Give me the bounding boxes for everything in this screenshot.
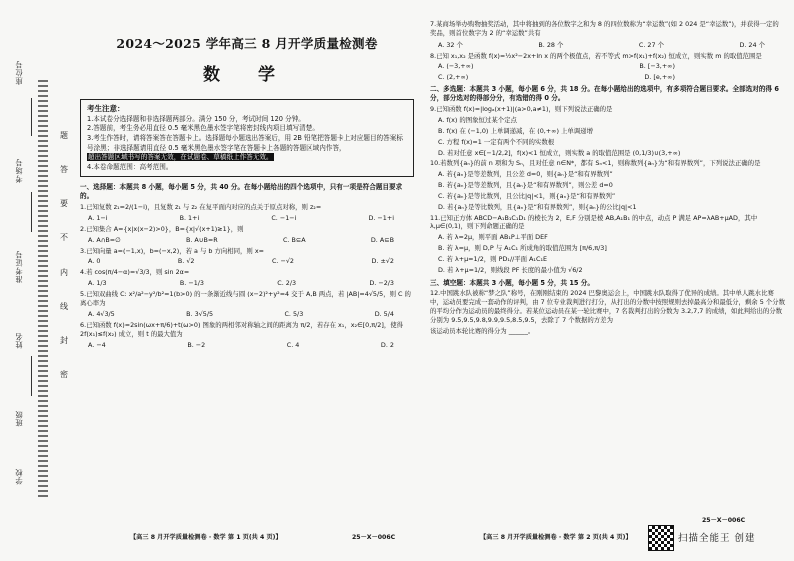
page-2-footer: 【高三 8 月开学质量检测卷 · 数学 第 2 页(共 4 页)】: [480, 534, 632, 541]
seal-ornament: [38, 80, 48, 500]
q3-options: A. 0 B. √2 C. −√2 D. ±√2: [88, 257, 394, 266]
section-3-heading: 三、填空题：本题共 3 小题，每小题 5 分，共 15 分。: [430, 278, 594, 287]
seal-line-words: 题 答 要 不 内 线 封 密: [60, 131, 68, 379]
q2-options: A. A∩B=∅ B. A∪B=R C. B⊆A D. A⊆B: [88, 235, 394, 244]
question-12-tail: 该运动员本轮比赛的得分为 ______。: [430, 326, 535, 335]
question-9: 9.已知函数 f(x)=|logₐ(x+1)|(a>0,a≠1)，则下列说法正确的是: [430, 105, 613, 114]
subject-title: 数 学: [203, 65, 291, 85]
page-1: [80, 18, 414, 352]
page-1-footer: 【高三 8 月开学质量检测卷 · 数学 第 1 页(共 4 页)】: [130, 534, 282, 541]
question-8: 8.已知 x₁,x₂ 是函数 f(x)=½x²−2x+ln x 的两个极值点，若不等式 m>f(x₁)+f(x₂) 恒成立，则实数 m 的取值范围是: [430, 51, 762, 60]
question-5: 5.已知双曲线 C: x²/a²−y²/b²=1(b>0) 的一条渐近线与圆 (x−2)²+y²=4 交于 A,B 两点，若 |AB|=4√5/5，则 C 的离心率为: [80, 290, 411, 308]
notice-box: 考生注意： 1.本试卷分选择题和非选择题两部分。满分 150 分，考试时间 120 分钟。 2.答题前，考生务必用直径 0.5 毫米黑色墨水签字笔将密封线内项目填写清楚。 3.考生作答时，请将答案答在答题卡上。选择题每小题选出答案后，用 2B 铅笔把答题卡上对应题目的答案标号涂黑；非选择题请用直径 0.5 毫米黑色墨水签字笔在答题卡上各题的答题区域内作答， 超出答题区域书写的答案无效，在试题卷、草稿纸上作答无效。 4.本卷命题范围：高考范围。: [80, 99, 414, 177]
class-label: 班级: [14, 410, 23, 427]
q7-options: A. 32 个 B. 28 个 C. 27 个 D. 24 个: [438, 40, 765, 49]
page-2-code: 25－X－006C: [702, 517, 746, 524]
question-7: 7.某商场举办购物抽奖活动，其中将抽到的各位数字之和为 8 的四位数称为“幸运数”(如 2 024 是“幸运数”)，并获得一定的奖品，则首位数字为 2 的“幸运数”共有: [430, 20, 779, 37]
exam-no-label: 考场号: [14, 158, 23, 183]
q1-options: A. 1−i B. 1+i C. −1−i D. −1+i: [88, 213, 394, 222]
question-10: 10.若数列{aₙ}的前 n 项和为 Sₙ，且对任意 n∈N*，都有 Sₙ<1，则称数列{aₙ}为“和有界数列”，下列说法正确的是: [430, 159, 761, 168]
section-1-heading: 一、选择题：本题共 8 小题，每小题 5 分，共 40 分。在每小题给出的四个选项中，只有一项是符合题目要求的。: [80, 183, 403, 201]
question-3: 3.已知向量 a=(−1,x)，b=(−x,2)，若 a 与 b 方向相同，则 x=: [80, 246, 264, 255]
section-2-heading: 二、多选题：本题共 3 小题，每小题 6 分，共 18 分。在每小题给出的选项中，有多项符合题目要求。全部选对的得 6 分，部分选对的得部分分，有选错的得 0 分。: [430, 85, 779, 103]
question-11: 11.已知正方体 ABCD−A₁B₁C₁D₁ 的棱长为 2，E,F 分别是棱 AB,A₁B₁ 的中点，动点 P 满足 AP=λAB+μAD，其中 λ,μ∈(0,1)，则下列命题正确的是: [430, 213, 758, 231]
question-2: 2.已知集合 A={x|x(x−2)>0}，B={x|√(x+1)≥1}，则: [80, 224, 244, 233]
admission-label: 准考证号: [14, 250, 23, 283]
name-label: 姓名: [14, 332, 23, 349]
q8-options-cd: C. (2,+∞) D. [e,+∞): [438, 73, 675, 82]
page-1-code: 25－X－006C: [352, 534, 396, 541]
question-1: 1.已知复数 z₁=2/(1−i)，且复数 z₁ 与 z₂ 在复平面内对应的点关于原点对称，则 z₂=: [80, 202, 322, 211]
page-2: 7.某商场举办购物抽奖活动，其中将抽到的各位数字之和为 8 的四位数称为“幸运数”(如 2 024 是“幸运数”)，并获得一定的奖品，则首位数字为 2 的“幸运数”共有 A. 32 个 B. 28 个 C. 27 个 D. 24 个 8.已知 x₁,x₂ 是函数 f(x)=½x²−2x+ln x 的两个极值点，若不等式 m>f(x₁)+f(x₂) 恒成立，则实数 m 的取值范围是 A. (−3,+∞) B. [−3,+∞) C. (2,+∞) D. [e,+∞) 二、多选题：本题共 3 小题，每小题 6 分，共 18 分。在每小题给出的选项中，有多项符合题目要求。全部选对的得 6 分，部分选对的得部分分，有选错的得 0 分。 9.已知函数 f(x)=|logₐ(x+1)|(a>0,a≠1)，则下列说法正确的是 A. f(x) 的图象恒过某个定点 B. f(x) 在 (−1,0) 上单调递减，在 (0,+∞) 上单调递增 C. 方程 f(x)=1 一定有两个不同的实数根 D. 若对任意 x∈[−1/2,2]，f(x)<1 恒成立，则实数 a 的取值范围是 (0,1/3)∪(3,+∞) 10.若数列{aₙ}的前 n 项和为 Sₙ，且对任意 n∈N*，都有 Sₙ<1，则称数列{aₙ}为“和有界数列”，下列说法正确的是 A. 若{aₙ}是等差数列，且公差 d=0，则{aₙ}是“和有界数列” B. 若{aₙ}是等差数列，且{aₙ}是“和有界数列”，则公差 d=0 C. 若{aₙ}是等比数列，且公比|q|<1，则{aₙ}是“和有界数列” D. 若{aₙ}是等比数列，且{aₙ}是“和有界数列”，则{aₙ}的公比|q|<1 11.已知正方体 ABCD−A₁B₁C₁D₁ 的棱长为 2，E,F 分别是棱 AB,A₁B₁ 的中点，动点 P 满足 AP=λAB+μAD，其中 λ,μ∈(0,1)，则下列命题正确的是 A. 若 λ=2μ，则平面 AB₁P⊥平面 DEF B. 若 λ=μ，则 D,P 与 A₁C₁ 所成角的取值范围为 [π/6,π/3] C. 若 λ+μ=1/2，则 PD₁//平面 A₁C₁E D. 若 λ+μ=1/2，则线段 PF 长度的最小值为 √6/2 三、填空题：本题共 3 小题，每小题 5 分，共 15 分。 12.中国跳水队被称“梦之队”称号，在刚刚结束的 2024 巴黎奥运会上，中国跳水队取得了优异的成绩。其中单人跳水比赛中，运动员要完成一套动作的评判，由 7 位专业裁判进行打分，从打出的分数中按照规则去掉最高分和最低分，剩余 5 个分数的平均分作为运动员的最终得分。若某位运动员在某一轮比赛中，7 名裁判打出的分数为 3.2,7,7 的成绩，如此判给出的分数分别为 9.5,9.5,9.8,9.9,9.5,8.5,9.5，去除了 7 个数据的方差为 该运动员本轮比赛的得分为 ______。: [430, 20, 785, 335]
q8-options-ab: A. (−3,+∞) B. [−3,+∞): [438, 62, 675, 71]
q6-options: A. −4 B. −2 C. 4 D. 2: [88, 340, 394, 349]
school-label: 学校: [14, 468, 23, 485]
q4-options: A. 1/3 B. −1/3 C. 2/3 D. −2/3: [88, 279, 394, 288]
question-4: 4.若 cos(π/4−α)=√3/3，则 sin 2α=: [80, 268, 190, 277]
scanner-watermark: 扫描全能王 创建: [678, 533, 756, 544]
seat-label: 座位号: [14, 60, 23, 85]
q5-options: A. 4√3/5 B. 3√5/5 C. 5/3 D. 5/4: [88, 309, 394, 318]
qr-code-icon: [648, 525, 674, 551]
question-12: 12.中国跳水队被称“梦之队”称号，在刚刚结束的 2024 巴黎奥运会上，中国跳水队取得了优异的成绩。其中单人跳水比赛中，运动员要完成一套动作的评判，由 7 位专业裁判进行打分，从打出的分数中按照规则去掉最高分和最低分，剩余 5 个分数的平均分作为运动员的最终得分。若某位运动员在某一轮比赛中，7 名裁判打出的分数为 3.2,7,7 的成绩，如此判给出的分数分别为 9.5,9.5,9.8,9.9,9.5,8.5,9.5，去除了 7 个数据的方差为: [430, 289, 785, 324]
exam-title: 2024～2025 学年高三 8 月开学质量检测卷: [116, 36, 378, 51]
question-6: 6.已知函数 f(x)=2sin(ωx+π/6)+t(ω>0) 图象的两相邻对称轴之间的距离为 π/2，若存在 x₁，x₂∈[0,π/2]，使得 2f(x₁)≤f(x₂) 成立，则 t 的最大值为: [80, 320, 403, 338]
